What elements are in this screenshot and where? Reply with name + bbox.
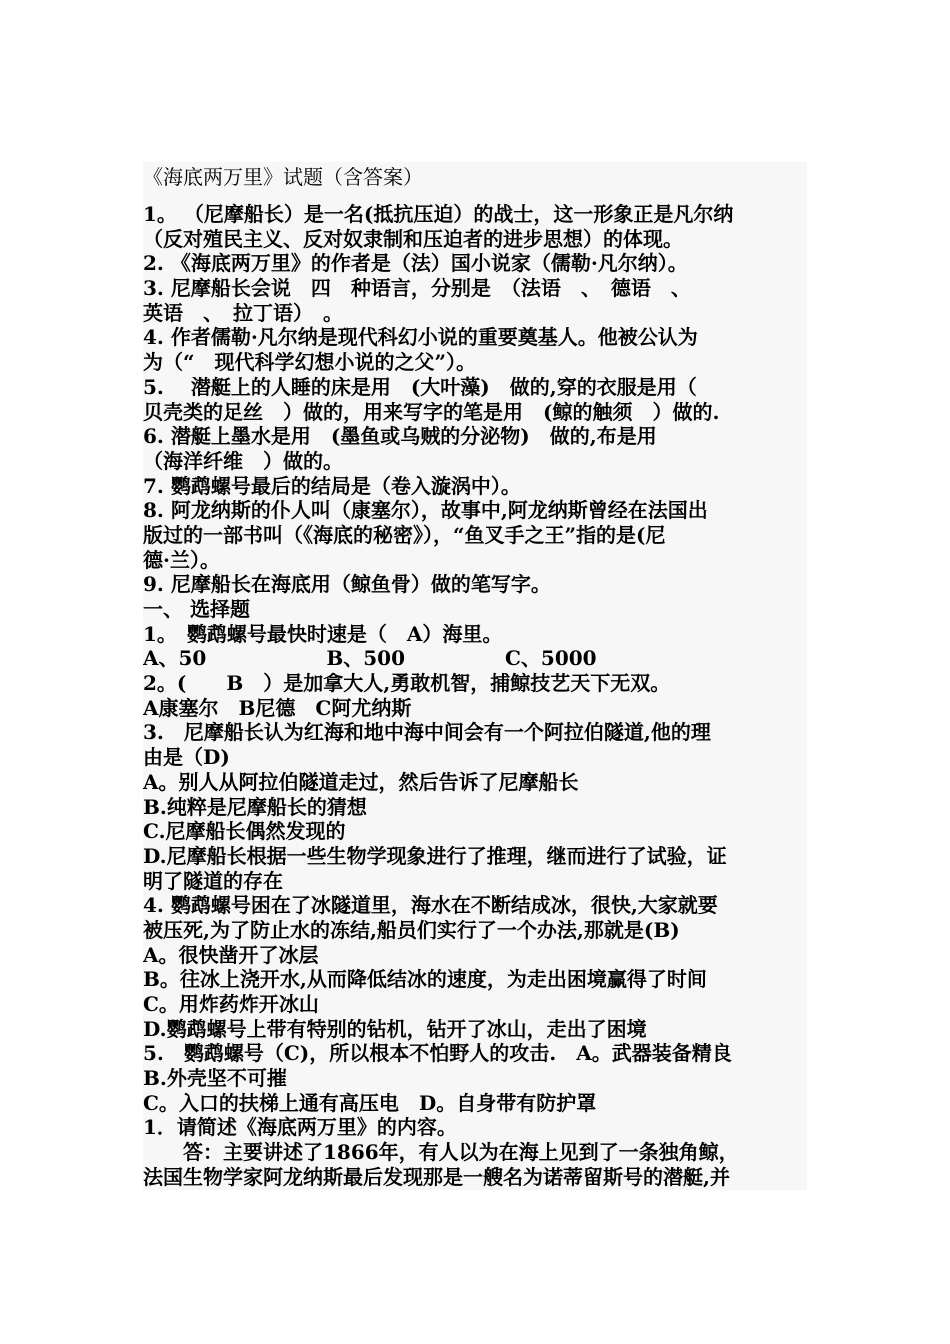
text-line: 1。 （尼摩船长）是一名(抵抗压迫）的战士，这一形象正是凡尔纳 bbox=[143, 202, 734, 226]
text-line: 答：主要讲述了1866年，有人以为在海上见到了一条独角鲸， bbox=[143, 1140, 739, 1165]
text-line: C。入口的扶梯上通有高压电 D。自身带有防护罩 bbox=[143, 1090, 597, 1115]
document-body bbox=[143, 162, 807, 1190]
text-line: 1。 鹦鹉螺号最快时速是（ A）海里。 bbox=[143, 621, 503, 646]
text-line: C.尼摩船长偶然发现的 bbox=[143, 819, 346, 844]
text-line: A康塞尔 B尼德 C阿尤纳斯 bbox=[143, 695, 412, 720]
section-heading: 一、 选择题 bbox=[143, 597, 250, 621]
text-line: B。往冰上浇开水,从而降低结冰的速度，为走出困境赢得了时间 bbox=[143, 967, 707, 992]
text-line: 2. 《海底两万里》的作者是（法）国小说家（儒勒·凡尔纳）。 bbox=[143, 251, 688, 276]
text-line: 英语 、 拉丁语） 。 bbox=[143, 300, 343, 325]
text-line: 4. 作者儒勒·凡尔纳是现代科幻小说的重要奠基人。他被公认为 bbox=[143, 325, 698, 350]
text-line: 7. 鹦鹉螺号最后的结局是（卷入漩涡中）。 bbox=[143, 473, 521, 498]
text-line: 德·兰）。 bbox=[143, 547, 220, 572]
document-title: 《海底两万里》试题（含答案） bbox=[143, 165, 423, 189]
text-line: 贝壳类的足丝 ）做的，用来写字的笔是用 (鲸的触须 ）做的. bbox=[143, 399, 720, 424]
text-line: 明了隧道的存在 bbox=[143, 868, 283, 893]
text-line: 1．请简述《海底两万里》的内容。 bbox=[143, 1115, 457, 1140]
text-line: 6. 潜艇上墨水是用 (墨鱼或乌贼的分泌物) 做的,布是用 bbox=[143, 424, 657, 449]
text-line: 3. 尼摩船长认为红海和地中海中间会有一个阿拉伯隧道,他的理 bbox=[143, 720, 711, 745]
text-line: A。别人从阿拉伯隧道走过，然后告诉了尼摩船长 bbox=[143, 769, 579, 794]
text-line: 2。( B ）是加拿大人,勇敢机智，捕鲸技艺天下无双。 bbox=[143, 671, 671, 696]
text-line: C。用炸药炸开冰山 bbox=[143, 992, 319, 1016]
text-line: D.尼摩船长根据一些生物学现象进行了推理，继而进行了试验，证 bbox=[143, 843, 727, 868]
text-line: （反对殖民主义、反对奴隶制和压迫者的进步思想）的体现。 bbox=[143, 226, 683, 251]
text-line: D.鹦鹉螺号上带有特别的钻机，钻开了冰山，走出了困境 bbox=[143, 1016, 647, 1041]
text-line: B.纯粹是尼摩船长的猜想 bbox=[143, 794, 367, 819]
text-line: 为（“ 现代科学幻想小说的之父”）。 bbox=[143, 350, 477, 375]
text-line: 9. 尼摩船长在海底用（鲸鱼骨）做的笔写字。 bbox=[143, 572, 551, 597]
text-line: B.外壳坚不可摧 bbox=[143, 1066, 287, 1091]
text-line: 5. 鹦鹉螺号（C)，所以根本不怕野人的攻击. A。武器装备精良 bbox=[143, 1041, 732, 1066]
text-line: 被压死,为了防止水的冻结,船员们实行了一个办法,那就是(B) bbox=[143, 917, 680, 942]
text-line: 5. 潜艇上的人睡的床是用 (大叶藻) 做的,穿的衣服是用（ bbox=[143, 374, 697, 399]
text-line: 4. 鹦鹉螺号困在了冰隧道里，海水在不断结成冰，很快,大家就要 bbox=[143, 893, 718, 918]
text-line: 由是（D) bbox=[143, 745, 230, 770]
text-line: 法国生物学家阿龙纳斯最后发现那是一艘名为诺蒂留斯号的潜艇,并 bbox=[143, 1164, 730, 1189]
text-line: A。很快凿开了冰层 bbox=[143, 942, 319, 967]
text-line: 3. 尼摩船长会说 四 种语言，分别是 （法语 、 德语 、 bbox=[143, 276, 691, 301]
text-line: 版过的一部书叫（《海底的秘密》），“鱼叉手之王”指的是(尼 bbox=[143, 522, 666, 547]
text-line: 8. 阿龙纳斯的仆人叫（康塞尔），故事中,阿龙纳斯曾经在法国出 bbox=[143, 498, 708, 523]
text-line: （海洋纤维 ）做的。 bbox=[143, 448, 343, 473]
text-line: A、50 B、500 C、5000 bbox=[143, 646, 597, 671]
